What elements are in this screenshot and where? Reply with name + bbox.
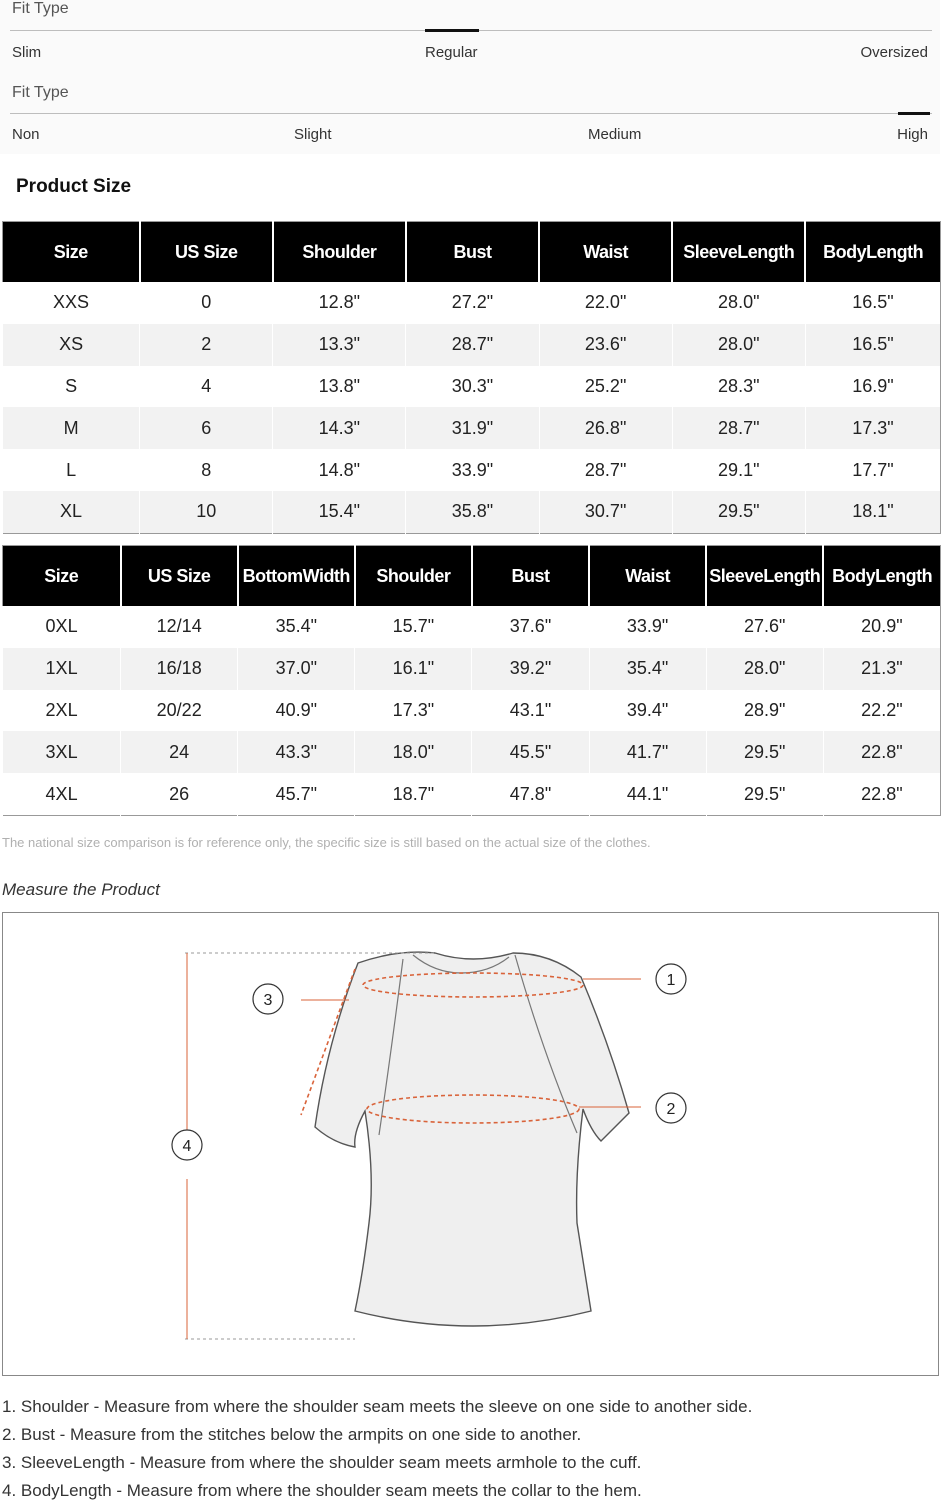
table-cell: 15.4" — [273, 491, 406, 533]
table-cell: 40.9" — [238, 690, 355, 732]
fit-type-title: Fit Type — [12, 84, 69, 101]
table-cell: 28.3" — [672, 366, 805, 408]
table-cell: 28.7" — [539, 449, 672, 491]
table-cell: 18.0" — [355, 731, 472, 773]
table-cell: 44.1" — [589, 773, 706, 815]
table-cell: 21.3" — [823, 648, 940, 690]
measurement-diagram — [2, 912, 939, 1376]
column-header: BottomWidth — [238, 546, 355, 607]
table-cell: 39.4" — [589, 690, 706, 732]
table-cell: 37.0" — [238, 648, 355, 690]
fit-option-slim: Slim — [12, 44, 42, 61]
svg-text:3: 3 — [263, 992, 273, 1009]
table-cell: 20/22 — [121, 690, 238, 732]
table-row — [3, 648, 941, 690]
table-cell: 16/18 — [121, 648, 238, 690]
table-cell: 28.0" — [672, 282, 805, 324]
table-cell: 24 — [121, 731, 238, 773]
column-header: SleeveLength — [706, 546, 823, 607]
table-cell: 16.1" — [355, 648, 472, 690]
table-cell: 43.1" — [472, 690, 589, 732]
marker-1 — [656, 964, 686, 994]
table-cell: 29.5" — [706, 731, 823, 773]
table-cell: 16.5" — [805, 282, 940, 324]
table-cell: XL — [3, 491, 140, 533]
table-row — [3, 449, 941, 491]
table-cell: 29.1" — [672, 449, 805, 491]
column-header: SleeveLength — [672, 222, 805, 283]
table-cell: XS — [3, 324, 140, 366]
table-header-row — [3, 222, 941, 283]
table-cell: 12.8" — [273, 282, 406, 324]
table-cell: 17.3" — [355, 690, 472, 732]
table-cell: 13.3" — [273, 324, 406, 366]
column-header: Waist — [589, 546, 706, 607]
table-cell: 27.2" — [406, 282, 539, 324]
table-cell: 29.5" — [672, 491, 805, 533]
table-cell: 3XL — [3, 731, 121, 773]
table-cell: 30.7" — [539, 491, 672, 533]
table-cell: 43.3" — [238, 731, 355, 773]
size-table-plus — [2, 545, 941, 816]
tshirt-diagram-svg — [3, 913, 938, 1375]
instruction-sleeve-length: 3. SleeveLength - Measure from where the shoulder seam meets armhole to the cuff. — [2, 1453, 642, 1472]
table-cell: 10 — [140, 491, 273, 533]
column-header: Shoulder — [273, 222, 406, 283]
table-cell: 33.9" — [589, 606, 706, 648]
table-cell: 33.9" — [406, 449, 539, 491]
table-cell: 35.4" — [589, 648, 706, 690]
table-row — [3, 491, 941, 533]
table-row — [3, 282, 941, 324]
column-header: Bust — [406, 222, 539, 283]
table-cell: 14.3" — [273, 407, 406, 449]
table-cell: 26 — [121, 773, 238, 815]
table-cell: 16.5" — [805, 324, 940, 366]
table-cell: 26.8" — [539, 407, 672, 449]
fit-type-track — [10, 113, 932, 114]
table-cell: 39.2" — [472, 648, 589, 690]
table-cell: 15.7" — [355, 606, 472, 648]
svg-text:2: 2 — [666, 1101, 676, 1118]
table-cell: XXS — [3, 282, 140, 324]
table-cell: L — [3, 449, 140, 491]
size-table-regular — [2, 221, 941, 534]
table-cell: 28.9" — [706, 690, 823, 732]
fit-type-selected-marker — [425, 29, 479, 32]
table-cell: 2XL — [3, 690, 121, 732]
table-cell: 20.9" — [823, 606, 940, 648]
fit-type-selected-marker — [898, 112, 930, 115]
column-header: Waist — [539, 222, 672, 283]
table-cell: 41.7" — [589, 731, 706, 773]
measure-title: Measure the Product — [2, 880, 160, 899]
instruction-shoulder: 1. Shoulder - Measure from where the shoulder seam meets the sleeve on one side to another side. — [2, 1397, 753, 1416]
table-cell: 23.6" — [539, 324, 672, 366]
column-header: BodyLength — [823, 546, 940, 607]
fit-option-non: Non — [12, 126, 40, 143]
fit-type-title: Fit Type — [12, 0, 69, 17]
table-cell: 47.8" — [472, 773, 589, 815]
table-cell: 28.0" — [706, 648, 823, 690]
table-cell: 35.4" — [238, 606, 355, 648]
table-cell: 16.9" — [805, 366, 940, 408]
svg-text:1: 1 — [666, 972, 676, 989]
table-cell: 31.9" — [406, 407, 539, 449]
fit-option-high: High — [897, 126, 928, 143]
table-cell: 13.8" — [273, 366, 406, 408]
table-cell: 25.2" — [539, 366, 672, 408]
table-cell: 45.5" — [472, 731, 589, 773]
table-cell: 22.8" — [823, 731, 940, 773]
marker-3 — [253, 984, 283, 1014]
table-row — [3, 366, 941, 408]
fit-option-slight: Slight — [294, 126, 332, 143]
table-cell: 28.0" — [672, 324, 805, 366]
table-cell: 18.1" — [805, 491, 940, 533]
fit-option-oversized: Oversized — [860, 44, 928, 61]
instruction-bust: 2. Bust - Measure from the stitches below the armpits on one side to another. — [2, 1425, 582, 1444]
table-cell: S — [3, 366, 140, 408]
table-cell: 22.0" — [539, 282, 672, 324]
column-header: Shoulder — [355, 546, 472, 607]
table-cell: 4 — [140, 366, 273, 408]
table-cell: 45.7" — [238, 773, 355, 815]
column-header: US Size — [121, 546, 238, 607]
column-header: Bust — [472, 546, 589, 607]
fit-option-regular: Regular — [425, 44, 478, 61]
table-cell: 14.8" — [273, 449, 406, 491]
column-header: Size — [3, 546, 121, 607]
table-cell: 22.2" — [823, 690, 940, 732]
table-cell: 8 — [140, 449, 273, 491]
table-row — [3, 731, 941, 773]
size-note: The national size comparison is for reference only, the specific size is still based on the actual size of the clothes. — [2, 835, 651, 850]
table-cell: 22.8" — [823, 773, 940, 815]
table-cell: 28.7" — [672, 407, 805, 449]
table-cell: 27.6" — [706, 606, 823, 648]
column-header: BodyLength — [805, 222, 940, 283]
table-row — [3, 407, 941, 449]
table-cell: 30.3" — [406, 366, 539, 408]
marker-2 — [656, 1093, 686, 1123]
table-row — [3, 324, 941, 366]
table-cell: 29.5" — [706, 773, 823, 815]
column-header: Size — [3, 222, 140, 283]
table-cell: 12/14 — [121, 606, 238, 648]
table-cell: 1XL — [3, 648, 121, 690]
fit-type-slider-2 — [0, 72, 940, 154]
table-row — [3, 606, 941, 648]
table-cell: 6 — [140, 407, 273, 449]
table-cell: 17.7" — [805, 449, 940, 491]
fit-type-slider-1 — [0, 0, 940, 72]
table-cell: 17.3" — [805, 407, 940, 449]
table-cell: 0XL — [3, 606, 121, 648]
table-cell: 2 — [140, 324, 273, 366]
fit-option-medium: Medium — [588, 126, 642, 143]
table-header-row — [3, 546, 941, 607]
table-cell: 37.6" — [472, 606, 589, 648]
table-row — [3, 773, 941, 815]
table-row — [3, 690, 941, 732]
column-header: US Size — [140, 222, 273, 283]
table-cell: 35.8" — [406, 491, 539, 533]
table-cell: 18.7" — [355, 773, 472, 815]
product-size-title: Product Size — [16, 176, 132, 197]
table-cell: 4XL — [3, 773, 121, 815]
measure-instructions — [2, 1393, 752, 1505]
instruction-body-length: 4. BodyLength - Measure from where the shoulder seam meets the collar to the hem. — [2, 1481, 642, 1500]
marker-4 — [172, 1130, 202, 1160]
table-cell: 28.7" — [406, 324, 539, 366]
svg-text:4: 4 — [182, 1138, 192, 1155]
table-cell: 0 — [140, 282, 273, 324]
table-cell: M — [3, 407, 140, 449]
tshirt-shape — [315, 952, 629, 1326]
